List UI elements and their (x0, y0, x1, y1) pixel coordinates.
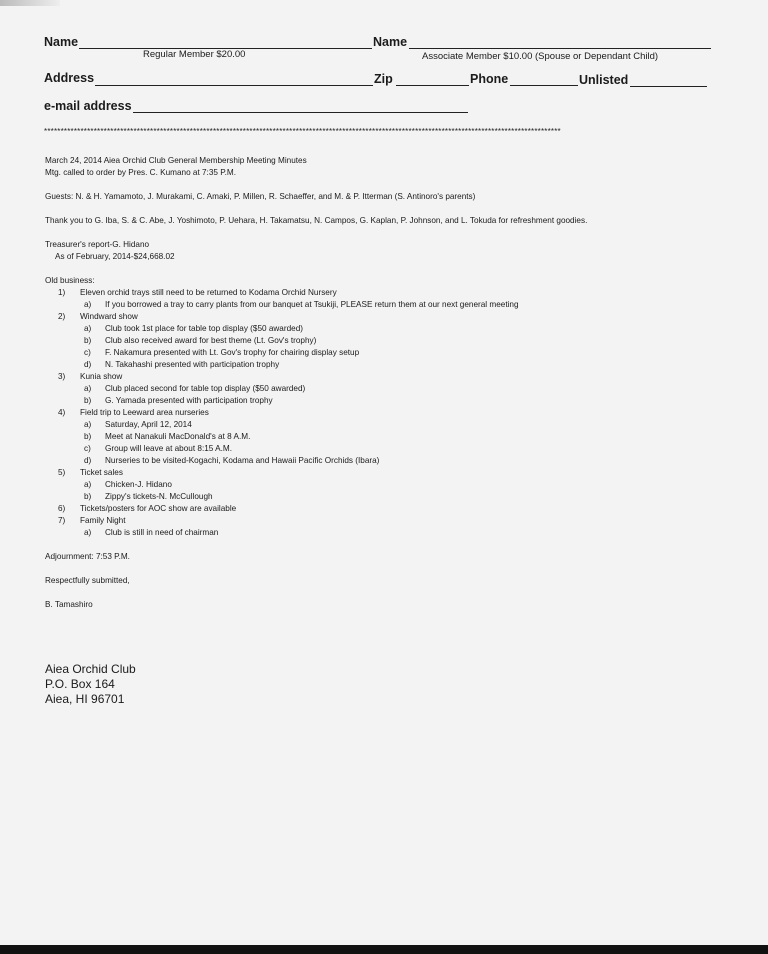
list-subitem: c) Group will leave at about 8:15 A.M. (84, 444, 232, 453)
regular-member-fee: Regular Member $20.00 (143, 49, 246, 60)
address-line-2: P.O. Box 164 (45, 677, 115, 691)
email-label: e-mail address (44, 99, 132, 113)
name-label-regular: Name (44, 35, 79, 49)
phone-field[interactable] (510, 84, 578, 86)
treasurer-balance: As of February, 2014-$24,668.02 (55, 252, 175, 261)
minutes-guests: Guests: N. & H. Yamamoto, J. Murakami, C. Amaki, P. Millen, R. Schaeffer, and M. & P. Itterman (S. Antinoro's parents) (45, 192, 476, 201)
scan-bottom-edge (0, 945, 768, 954)
list-item: 3) Kunia show (58, 372, 123, 381)
list-subitem: a) Club is still in need of chairman (84, 528, 219, 537)
list-subitem: b) Club also received award for best theme (Lt. Gov's trophy) (84, 336, 317, 345)
phone-label: Phone (470, 72, 509, 86)
address-line-1: Aiea Orchid Club (45, 662, 136, 676)
unlisted-label: Unlisted (579, 73, 629, 87)
list-subitem: a) Club took 1st place for table top display ($50 awarded) (84, 324, 303, 333)
list-subitem: a) Saturday, April 12, 2014 (84, 420, 192, 429)
list-subitem: a) If you borrowed a tray to carry plants from our banquet at Tsukiji, PLEASE return them at our next general meeting (84, 300, 519, 309)
list-subitem: a) Chicken-J. Hidano (84, 480, 172, 489)
list-item: 4) Field trip to Leeward area nurseries (58, 408, 209, 417)
adjournment: Adjournment: 7:53 P.M. (45, 552, 130, 561)
zip-field[interactable] (396, 84, 469, 86)
list-subitem: d) N. Takahashi presented with participation trophy (84, 360, 280, 369)
address-field[interactable] (95, 84, 373, 86)
list-item: 1) Eleven orchid trays still need to be returned to Kodama Orchid Nursery (58, 288, 337, 297)
respectfully-submitted: Respectfully submitted, (45, 576, 130, 585)
list-item: 6) Tickets/posters for AOC show are available (58, 504, 237, 513)
address-line-3: Aiea, HI 96701 (45, 692, 125, 706)
zip-label: Zip (374, 72, 393, 86)
address-label: Address (44, 71, 95, 85)
name-label-associate: Name (373, 35, 408, 49)
associate-member-fee: Associate Member $10.00 (Spouse or Dependant Child) (422, 51, 659, 62)
minutes-title: March 24, 2014 Aiea Orchid Club General Membership Meeting Minutes (45, 156, 307, 165)
list-subitem: d) Nurseries to be visited-Kogachi, Kodama and Hawaii Pacific Orchids (Ibara) (84, 456, 380, 465)
divider-stars: ************************************************************************************************************************************************************ (44, 127, 561, 136)
list-item: 5) Ticket sales (58, 468, 123, 477)
old-business-heading: Old business: (45, 276, 95, 285)
minutes-thanks: Thank you to G. Iba, S. & C. Abe, J. Yoshimoto, P. Uehara, H. Takamatsu, N. Campos, G. Kaplan, P. Johnson, and L. Tokuda for refreshment goodies. (45, 216, 588, 225)
minutes-called-to-order: Mtg. called to order by Pres. C. Kumano at 7:35 P.M. (45, 168, 236, 177)
list-item: 7) Family Night (58, 516, 126, 525)
scan-smudge (0, 0, 60, 6)
name-field-associate[interactable] (409, 47, 711, 49)
list-subitem: b) G. Yamada presented with participation trophy (84, 396, 273, 405)
list-item: 2) Windward show (58, 312, 138, 321)
signer-name: B. Tamashiro (45, 600, 93, 609)
email-field[interactable] (133, 111, 468, 113)
treasurer-report: Treasurer's report-G. Hidano (45, 240, 150, 249)
unlisted-field[interactable] (630, 85, 707, 87)
list-subitem: a) Club placed second for table top display ($50 awarded) (84, 384, 306, 393)
list-subitem: c) F. Nakamura presented with Lt. Gov's trophy for chairing display setup (84, 348, 360, 357)
list-subitem: b) Zippy's tickets-N. McCullough (84, 492, 213, 501)
meeting-minutes (45, 155, 587, 611)
list-subitem: b) Meet at Nanakuli MacDonald's at 8 A.M. (84, 432, 251, 441)
mailing-address (45, 662, 136, 707)
